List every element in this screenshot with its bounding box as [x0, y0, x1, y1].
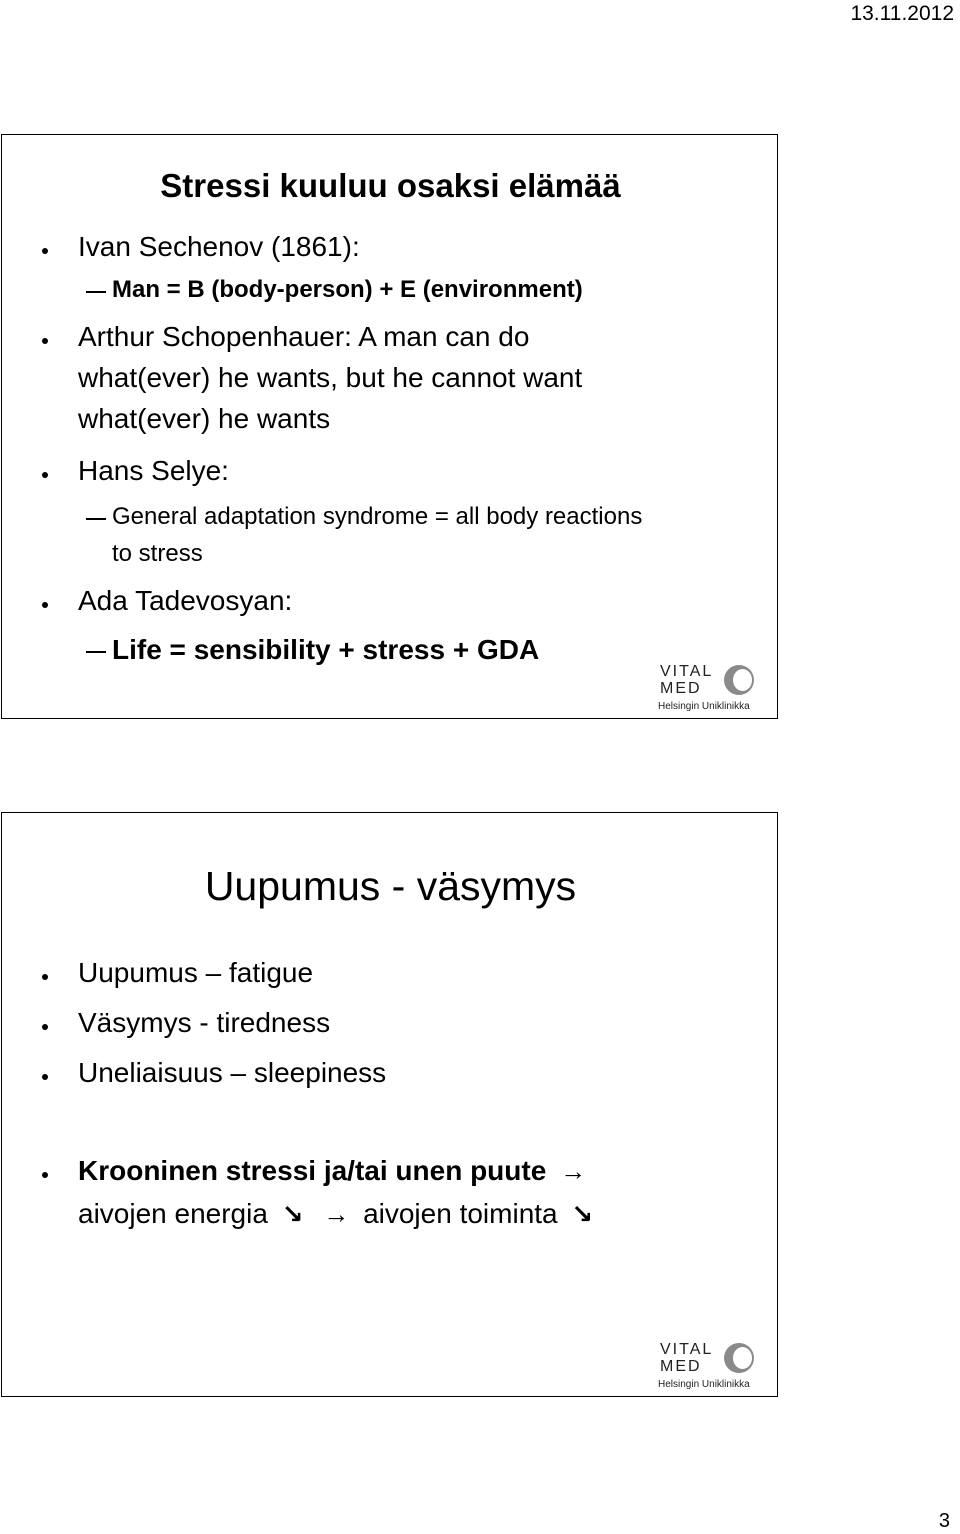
- dash-marker: [86, 291, 106, 293]
- page-date: 13.11.2012: [850, 2, 954, 25]
- arrow-right-icon: →: [323, 1199, 350, 1229]
- arrow-down-right-icon: ↘: [281, 1199, 304, 1229]
- slide-exhaustion-fatigue: Uupumus - väsymys Uupumus – fatigue Väsymys - tiredness Uneliaisuus – sleepiness Krooninen stressi ja/tai unen puute → aivojen energia ↘ → aivojen toiminta ↘ VITAL MED Helsingin Uniklinikka: [1, 812, 778, 1397]
- dash-marker: [86, 651, 106, 653]
- dash-marker: [86, 518, 106, 520]
- slide-stress-part-of-life: Stressi kuuluu osaksi elämää Ivan Sechenov (1861): Man = B (body-person) + E (environment) Arthur Schopenhauer: A man can do what(ever) he wants, but he cannot want what(ever) he wants Hans Selye: General adaptation syndrome = all body reactions to stress Ada Tadevosyan: Life = sensibility + stress + GDA VITAL MED Helsingin Uniklinikka: [1, 134, 778, 719]
- conclusion-line2: aivojen energia ↘ → aivojen toiminta ↘: [78, 1198, 594, 1229]
- page-number: 3: [938, 1510, 950, 1532]
- arrow-down-right-icon: ↘: [571, 1199, 594, 1229]
- slide-title: Stressi kuuluu osaksi elämää: [160, 167, 621, 204]
- slide-title: Uupumus - väsymys: [204, 863, 577, 909]
- vitalmed-logo: VITAL MED Helsingin Uniklinikka: [658, 1341, 762, 1395]
- arrow-right-icon: →: [560, 1156, 587, 1186]
- bullet-continuation: what(ever) he wants, but he cannot want: [78, 362, 583, 393]
- bullet-continuation: what(ever) he wants: [78, 403, 331, 434]
- vitalmed-logo: VITAL MED Helsingin Uniklinikka: [658, 663, 762, 717]
